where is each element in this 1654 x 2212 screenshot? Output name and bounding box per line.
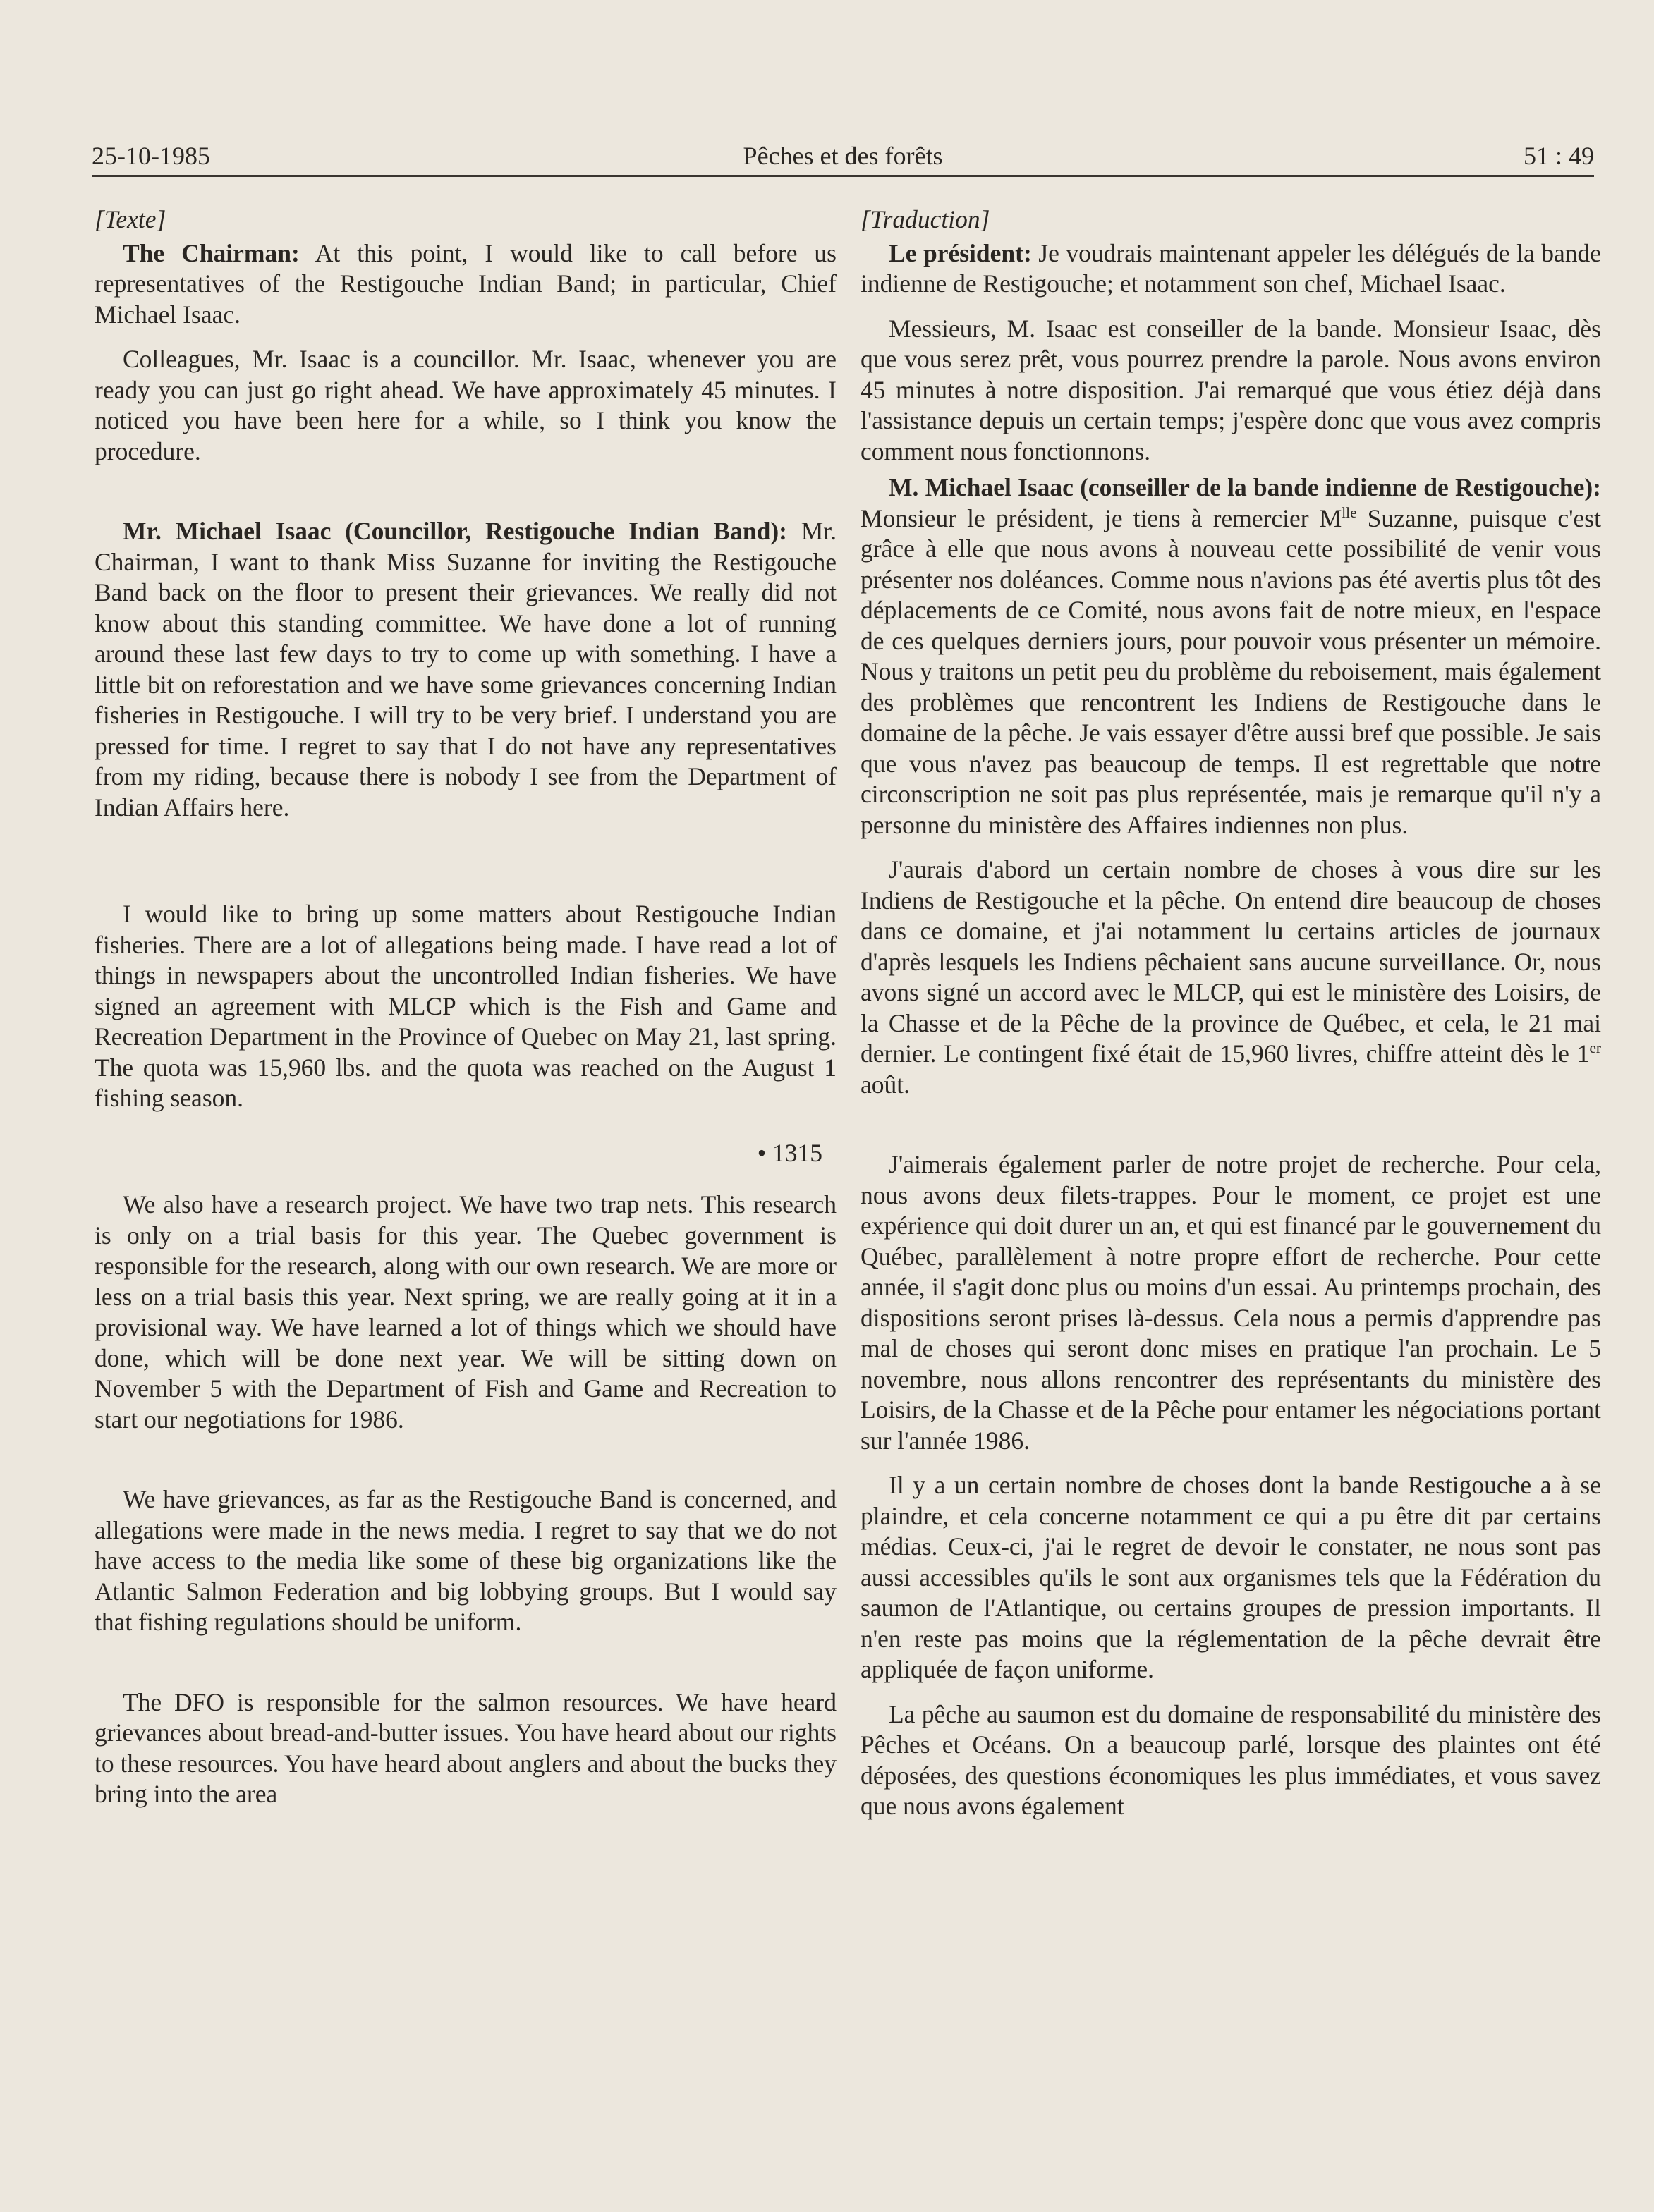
english-column xyxy=(95,204,837,1810)
paragraph xyxy=(861,238,1601,300)
paragraph-text: At this point, I would like to call before us representatives of the Restigouche Indian Band; in particular, Chief Michael Isaac. xyxy=(95,238,837,329)
speaker-name: M. Michael Isaac (conseiller de la bande indienne de Restigouche): xyxy=(889,473,1601,501)
paragraph xyxy=(861,472,1601,841)
header-date: 25-10-1985 xyxy=(92,142,210,170)
paragraph: Colleagues, Mr. Isaac is a councillor. Mr. Isaac, whenever you are ready you can just go right ahead. We have approximately 45 minutes. I noticed you have been here for a while, so I think you know the procedure. xyxy=(95,345,837,465)
paragraph: The DFO is responsible for the salmon resources. We have heard grievances about bread-and-butter issues. You have heard about our rights to these resources. You have heard about anglers and about the bucks they bring into the area xyxy=(95,1687,837,1808)
paragraph xyxy=(861,855,1601,1100)
paragraph xyxy=(95,516,837,823)
paragraph-text: août. xyxy=(861,1070,910,1099)
paragraph: Il y a un certain nombre de choses dont la bande Restigouche a à se plaindre, et cela concerne notamment ce qui a pu être dit par certains médias. Ceux-ci, j'ai le regret de devoir le constater, ne nous sont pas aussi accessibles qu'ils le sont aux organismes tels que la Fédération du saumon de l'Atlantique, ou certains groupes de pression importants. Il n'en reste pas moins que la réglementation de la pêche devrait être appliquée de façon uniforme. xyxy=(861,1471,1601,1683)
paragraph: La pêche au saumon est du domaine de responsabilité du ministère des Pêches et Océans. On a beaucoup parlé, lorsque des plaintes ont été déposées, des questions économiques les plus immédiates, et vous savez que nous avons également xyxy=(861,1699,1601,1820)
paragraph-text: Suzanne, puisque c'est grâce à elle que nous avons à nouveau cette possibilité de venir vous présenter nos doléances. Comme nous n'avions pas été avertis plus tôt des déplacements de ce Comité, nous avons fait de notre mieux, en l'espace de ces quelques derniers jours, pour pouvoir vous présenter un mémoire. Nous y traitons un petit peu du problème du reboisement, mais également des problèmes que rencontrent les Indiens de Restigouche dans le domaine de la pêche. Je vais essayer d'être aussi bref que possible. Je sais que vous n'avez pas beaucoup de temps. Il est regrettable que notre circonscription ne soit pas plus représentée, mais je remarque qu'il n'y a personne du ministère des Affaires indiennes non plus. xyxy=(861,503,1601,839)
paragraph xyxy=(95,238,837,331)
superscript: lle xyxy=(1342,503,1357,521)
paragraph-text: Je voudrais maintenant appeler les délégués de la bande indienne de Restigouche; et notamment son chef, Michael Isaac. xyxy=(861,238,1601,298)
paragraph-text: J'aurais d'abord un certain nombre de choses à vous dire sur les Indiens de Restigouche et la pêche. On entend dire beaucoup de choses dans ce domaine, et j'ai notamment lu certains articles de journaux d'après lesquels les Indiens pêchaient sans aucune surveillance. Or, nous avons signé un accord avec le MLCP, qui est le ministère des Loisirs, de la Chasse et de la Pêche de la province de Québec, et cela, le 21 mai dernier. Le contingent fixé était de 15,960 livres, chiffre atteint dès le 1 xyxy=(861,855,1601,1068)
speaker-name: The Chairman: xyxy=(123,238,300,267)
label-text: Traduction xyxy=(870,205,980,233)
paragraph: We also have a research project. We have two trap nets. This research is only on a trial basis for this year. The Quebec government is responsible for the research, along with our own research. We are more or less on a trial basis this year. Next spring, we are really going at it in a provisional way. We have learned a lot of things which we should have done, which will be done next year. We will be sitting down on November 5 with the Department of Fish and Game and Recreation to start our negotiations for 1986. xyxy=(95,1190,837,1434)
speaker-name: Mr. Michael Isaac (Councillor, Restigouche Indian Band): xyxy=(123,517,787,545)
superscript: er xyxy=(1589,1039,1601,1057)
speaker-name: Le président: xyxy=(889,238,1032,267)
column-label: [Traduction] xyxy=(861,205,990,233)
paragraph-text: Monsieur le président, je tiens à remercier M xyxy=(861,503,1342,532)
header-title: Pêches et des forêts xyxy=(743,142,943,170)
paragraph: Messieurs, M. Isaac est conseiller de la bande. Monsieur Isaac, dès que vous serez prêt, vous pourrez prendre la parole. Nous avons environ 45 minutes à notre disposition. J'ai remarqué que vous étiez déjà dans l'assistance depuis un certain temps; j'espère donc que vous avez compris comment nous fonctionnons. xyxy=(861,314,1601,465)
column-label: [Texte] xyxy=(95,205,166,233)
french-column xyxy=(861,204,1601,1822)
page-header xyxy=(92,135,1594,177)
paragraph: I would like to bring up some matters about Restigouche Indian fisheries. There are a lot of allegations being made. I have read a lot of things in newspapers about the uncontrolled Indian fisheries. We have signed an agreement with MLCP which is the Fish and Game and Recreation Department in the Province of Quebec on May 21, last spring. The quota was 15,960 lbs. and the quota was reached on the August 1 fishing season. xyxy=(95,900,837,1112)
paragraph: J'aimerais également parler de notre projet de recherche. Pour cela, nous avons deux filets-trappes. Pour le moment, ce projet est une expérience qui doit durer un an, et qui est financé par le gouvernement du Québec, parallèlement à notre propre effort de recherche. Pour cette année, il s'agit donc plus ou moins d'un essai. Au printemps prochain, des dispositions seront prises là-dessus. Cela nous a permis d'apprendre pas mal de choses qui seront donc mises en pratique l'an prochain. Le 5 novembre, nous allons rencontrer des représentants du ministère des Loisirs, de la Chasse et de la Pêche pour entamer les négociations portant sur l'année 1986. xyxy=(861,1150,1601,1455)
label-text: Texte xyxy=(104,205,157,233)
time-marker: • 1315 xyxy=(757,1138,822,1167)
paragraph-text: Mr. Chairman, I want to thank Miss Suzanne for inviting the Restigouche Band back on the floor to present their grievances. We really did not know about this standing committee. We have done a lot of running around these last few days to try to come up with something. I have a little bit on reforestation and we have some grievances concerning Indian fisheries in Restigouche. I will try to be very brief. I understand you are pressed for time. I regret to say that I do not have any representatives from my riding, because there is nobody I see from the Department of Indian Affairs here. xyxy=(95,517,837,821)
header-page-number: 51 : 49 xyxy=(1523,142,1594,170)
paragraph: We have grievances, as far as the Restigouche Band is concerned, and allegations were made in the news media. I regret to say that we do not have access to the media like some of these big organizations like the Atlantic Salmon Federation and big lobbying groups. But I would say that fishing regulations should be uniform. xyxy=(95,1485,837,1636)
